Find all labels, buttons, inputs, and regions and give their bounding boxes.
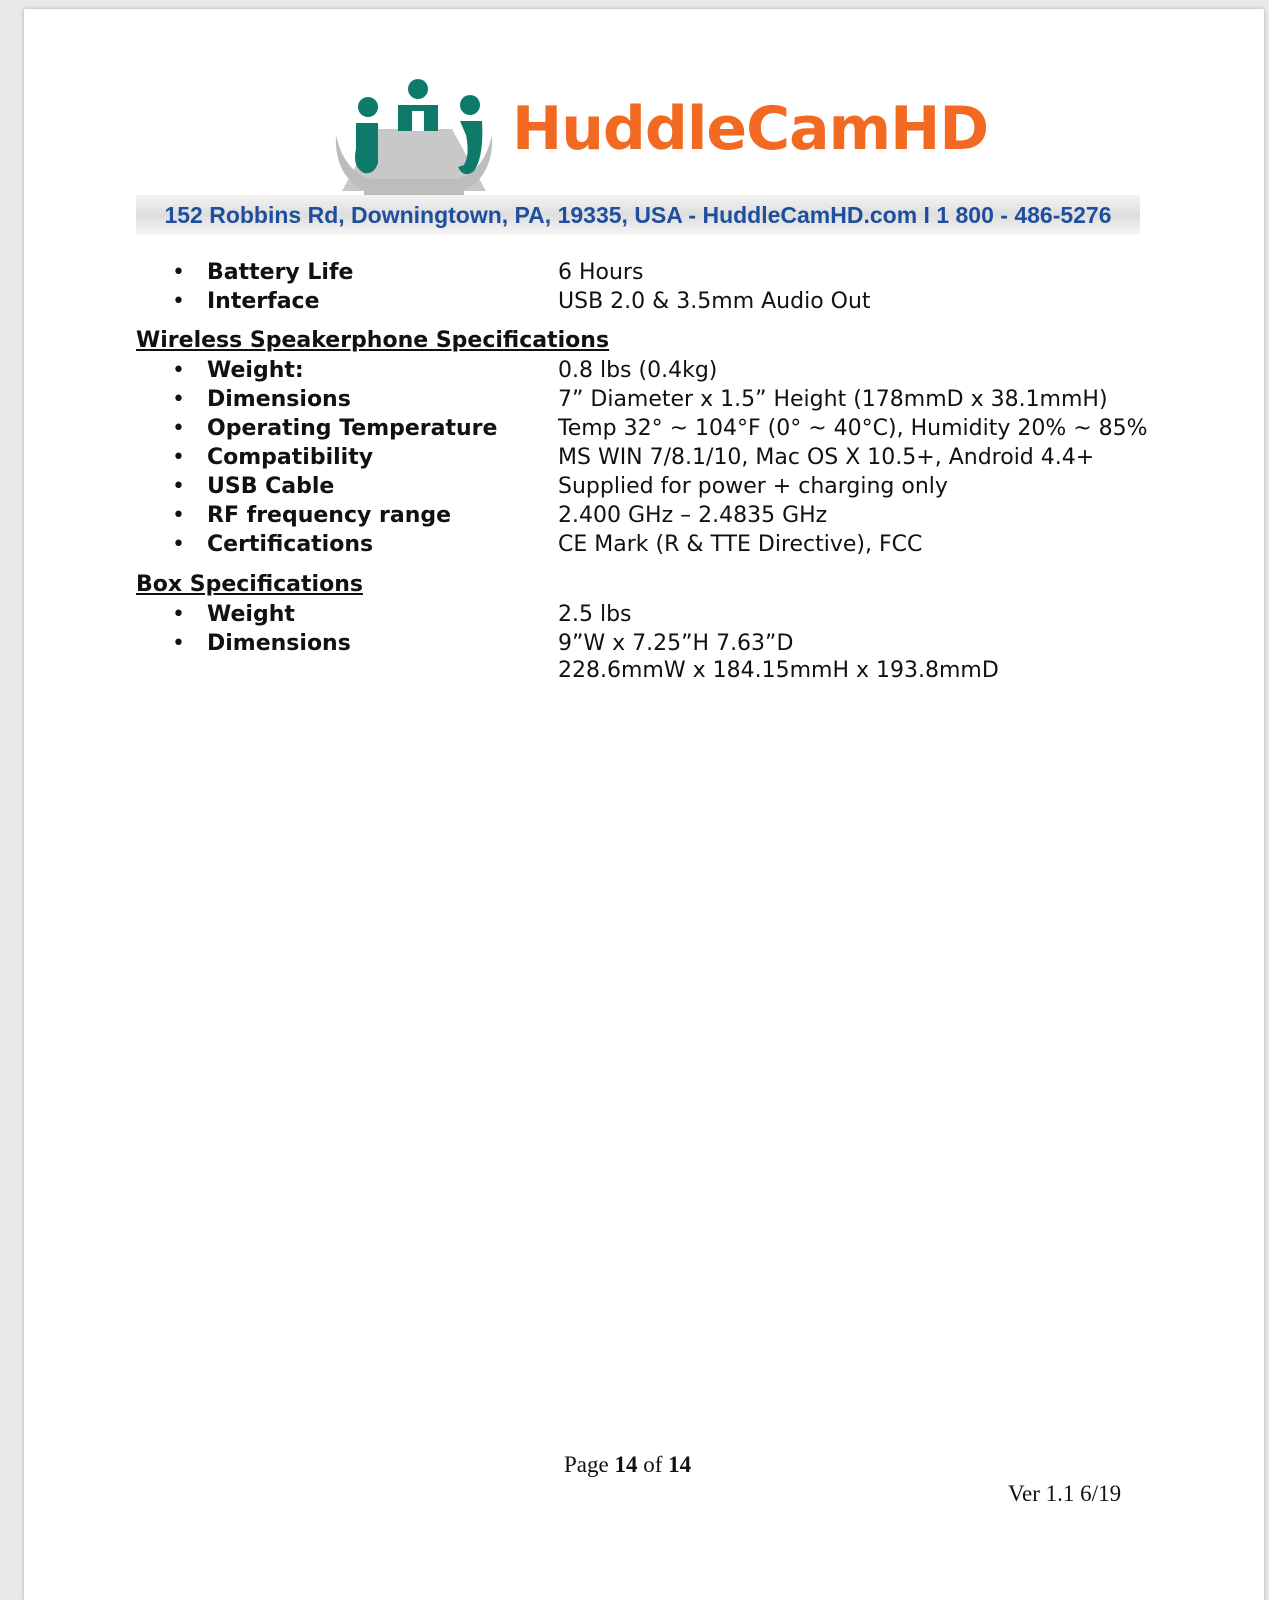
spec-row-certifications <box>24 531 1264 559</box>
bullet-icon: • <box>172 289 185 314</box>
spec-label: Operating Temperature <box>207 416 498 441</box>
spec-row-weight <box>24 357 1264 385</box>
spec-row-compatibility <box>24 444 1264 472</box>
spec-label: Compatibility <box>207 445 374 470</box>
bullet-icon: • <box>172 503 185 528</box>
spec-label: RF frequency range <box>207 503 452 528</box>
spec-value: 2.400 GHz – 2.4835 GHz <box>558 503 828 528</box>
spec-row-interface <box>24 288 1264 316</box>
bullet-icon: • <box>172 532 185 557</box>
document-page <box>24 9 1264 1600</box>
spec-row-box-dimensions-metric <box>24 657 1264 685</box>
bullet-icon: • <box>172 358 185 383</box>
company-address: 152 Robbins Rd, Downingtown, PA, 19335, USA - HuddleCamHD.com I 1 800 - 486-5276 <box>164 202 1112 228</box>
spec-value: Temp 32° ~ 104°F (0° ~ 40°C), Humidity 20% ~ 85% <box>558 416 1148 441</box>
spec-row-dimensions <box>24 386 1264 414</box>
spec-row-usb-cable <box>24 473 1264 501</box>
spec-value: 228.6mmW x 184.15mmH x 193.8mmD <box>558 658 999 683</box>
page-of: of <box>643 1452 663 1477</box>
version-label: Ver 1.1 6/19 <box>1008 1481 1122 1506</box>
spec-label: USB Cable <box>207 474 335 499</box>
spec-value: 9”W x 7.25”H 7.63”D <box>558 631 794 656</box>
page-prefix: Page <box>564 1452 609 1477</box>
page-number <box>564 1452 691 1478</box>
bullet-icon: • <box>172 416 185 441</box>
spec-label: Battery Life <box>207 260 354 285</box>
spec-label: Dimensions <box>207 631 351 656</box>
spec-value: 2.5 lbs <box>558 602 632 627</box>
spec-row-rf-frequency-range <box>24 502 1264 530</box>
bullet-icon: • <box>172 260 185 285</box>
spec-value: MS WIN 7/8.1/10, Mac OS X 10.5+, Android 4.4+ <box>558 445 1095 470</box>
spec-row-box-dimensions <box>24 630 1264 658</box>
bullet-icon: • <box>172 602 185 627</box>
bullet-icon: • <box>172 474 185 499</box>
page-total: 14 <box>668 1452 692 1477</box>
bullet-icon: • <box>172 631 185 656</box>
bullet-icon: • <box>172 445 185 470</box>
spec-value: 0.8 lbs (0.4kg) <box>558 358 718 383</box>
spec-value: Supplied for power + charging only <box>558 474 948 499</box>
spec-label: Weight: <box>207 358 304 383</box>
page-current: 14 <box>614 1452 638 1477</box>
section-heading-speakerphone: Wireless Speakerphone Specifications <box>136 328 610 353</box>
logo-text: HuddleCamHD <box>512 94 989 164</box>
spec-label: Interface <box>207 289 320 314</box>
spec-value: 7” Diameter x 1.5” Height (178mmD x 38.1mmH) <box>558 387 1108 412</box>
spec-row-operating-temperature <box>24 415 1264 443</box>
spec-label: Certifications <box>207 532 374 557</box>
spec-label: Dimensions <box>207 387 351 412</box>
spec-value: CE Mark (R & TTE Directive), FCC <box>558 532 923 557</box>
spec-label: Weight <box>207 602 295 627</box>
spec-value: 6 Hours <box>558 260 644 285</box>
bullet-icon: • <box>172 387 185 412</box>
spec-row-battery-life <box>24 259 1264 287</box>
spec-row-box-weight <box>24 601 1264 629</box>
section-heading-box: Box Specifications <box>136 572 363 597</box>
address-banner <box>136 195 1140 235</box>
spec-value: USB 2.0 & 3.5mm Audio Out <box>558 289 871 314</box>
